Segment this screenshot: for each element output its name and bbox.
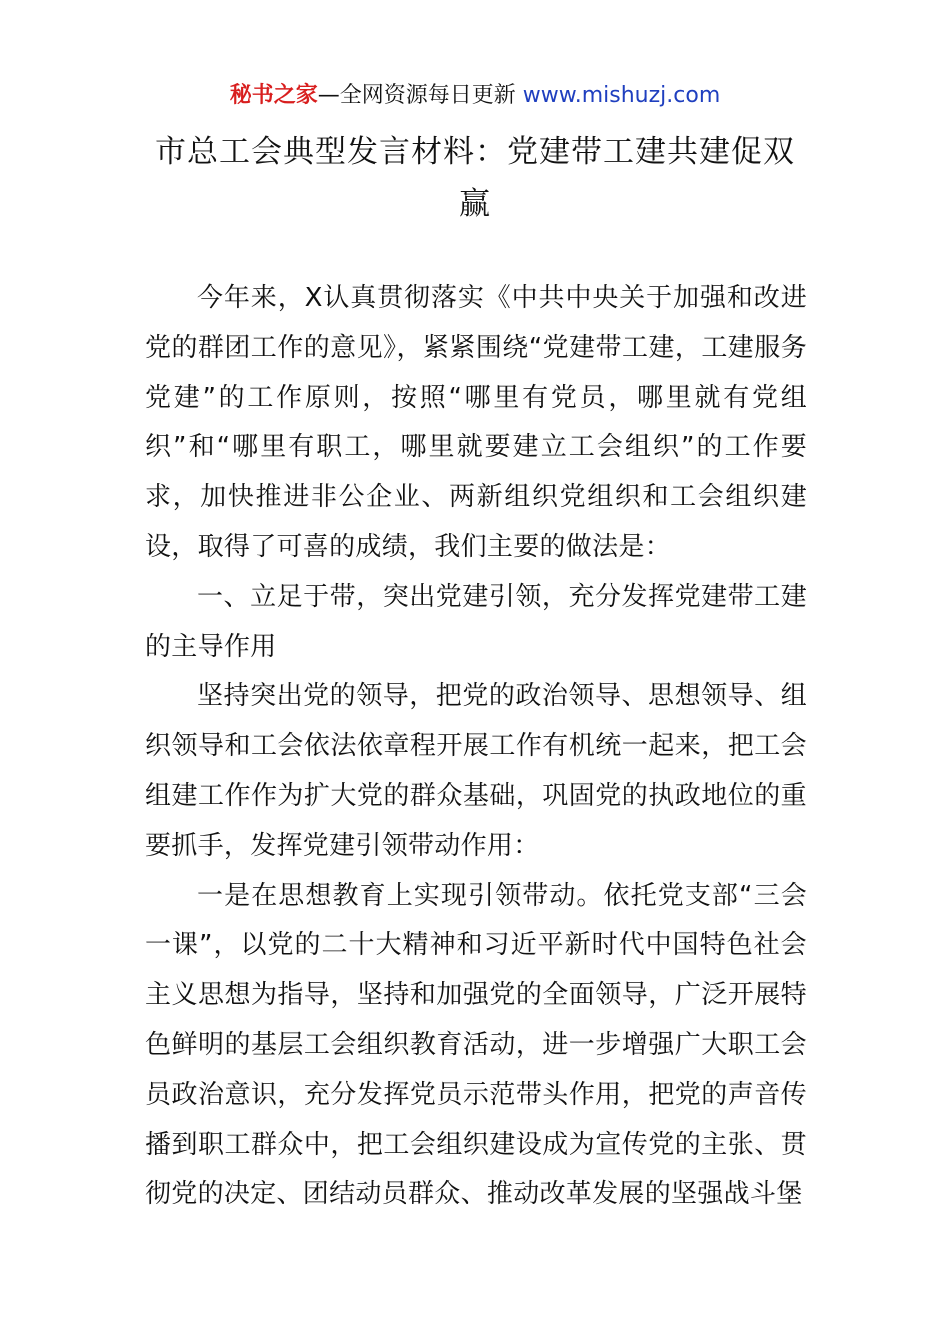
document-body	[145, 274, 807, 1220]
site-header	[0, 80, 950, 112]
section-heading-1: 一、立足于带，突出党建引领，充分发挥党建带工建的主导作用	[145, 581, 807, 662]
paragraph-intro: 今年来，X认真贯彻落实《中共中央关于加强和改进党的群团工作的意见》，紧紧围绕“党建带工建，工建服务党建”的工作原则，按照“哪里有党员，哪里就有党组织”和“哪里有职工，哪里就要建立工会组织”的工作要求，加快推进非公企业、两新组织党组织和工会组织建设，取得了可喜的成绩，我们主要的做法是：	[145, 283, 807, 562]
document-title: 市总工会典型发言材料：党建带工建共建促双赢	[155, 134, 795, 222]
paragraph-leadership: 坚持突出党的领导，把党的政治领导、思想领导、组织领导和工会依法依章程开展工作有机统一起来，把工会组建工作作为扩大党的群众基础，巩固党的执政地位的重要抓手，发挥党建引领带动作用：	[145, 681, 807, 861]
paragraph-education: 一是在思想教育上实现引领带动。依托党支部“三会一课”，以党的二十大精神和习近平新时代中国特色社会主义思想为指导，坚持和加强党的全面领导，广泛开展特色鲜明的基层工会组织教育活动，进一步增强广大职工会员政治意识，充分发挥党员示范带头作用，把党的声音传播到职工群众中，把工会组织建设成为宣传党的主张、贯彻党的决定、团结动员群众、推动改革发展的坚强战斗堡	[145, 880, 807, 1210]
header-slogan: —全网资源每日更新	[317, 83, 523, 108]
site-url-link[interactable]: www.mishuzj.com	[522, 83, 721, 108]
brand-name: 秘书之家	[229, 83, 318, 108]
